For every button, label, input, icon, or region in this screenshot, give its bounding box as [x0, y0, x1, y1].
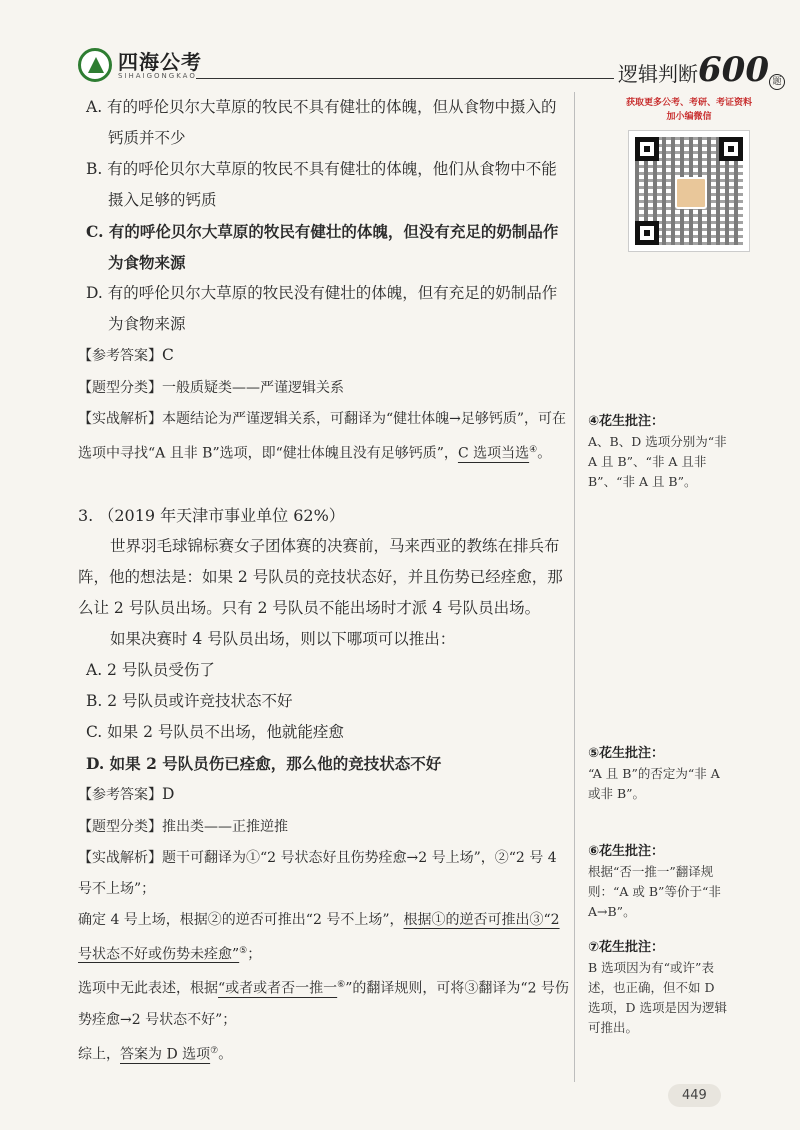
series-prefix: 逻辑判断	[618, 62, 698, 86]
header-rule	[196, 78, 614, 79]
qr-code-icon[interactable]	[628, 130, 750, 252]
q3-option-b: B. 2 号队员或许竞技状态不好	[86, 691, 293, 710]
q3-heading: 3. （2019 年天津市事业单位 62%）	[78, 505, 345, 525]
qr-avatar-icon	[675, 177, 707, 209]
q2-analysis: 【实战解析】本题结论为严谨逻辑关系，可翻译为“健壮体魄→足够钙质”，可在选项中寻找“A 且非 B”选项，即“健壮体魄且没有足够钙质”，C 选项当选④。	[78, 411, 567, 462]
q2-option-c: C. 有的呼伦贝尔大草原的牧民有健壮的体魄，但没有充足的奶制品作为食物来源	[86, 222, 559, 272]
note-4: ④花生批注： A、B、D 选项分别为“非 A 且 B”、“非 A 且非 B”、“非 A 且 B”。	[588, 414, 727, 489]
q3-analysis-1: 【实战解析】题干可翻译为①“2 号状态好且伤势痊愈→2 号上场”，②“2 号 4 号不上场”；	[78, 849, 557, 897]
q2-option-d: D. 有的呼伦贝尔大草原的牧民没有健壮的体魄，但有充足的奶制品作为食物来源	[86, 284, 558, 333]
qr-caption-1: 获取更多公考、考研、考证资料	[625, 98, 752, 108]
series-tag: 题	[769, 74, 785, 90]
q3-stem: 世界羽毛球锦标赛女子团体赛的决赛前，马来西亚的教练在排兵布阵，他的想法是：如果 2 号队员的竞技状态好，并且伤势已经痊愈，那么让 2 号队员出场。只有 2 号队员不能出场时才派 4 号队员出场。	[78, 536, 563, 617]
column-divider	[574, 92, 575, 1082]
q3-option-a: A. 2 号队员受伤了	[86, 660, 215, 679]
qr-caption-2: 加小编微信	[666, 112, 712, 122]
note-5: ⑤花生批注： “A 且 B”的否定为“非 A 或非 B”。	[588, 746, 720, 801]
logo-text: 四海公考	[118, 50, 202, 74]
q3-answer: 【参考答案】D	[78, 784, 175, 803]
series-number: 600	[698, 50, 769, 90]
logo-icon	[78, 48, 112, 82]
q3-type: 【题型分类】推出类——正推逆推	[78, 818, 288, 835]
page-header	[78, 44, 782, 90]
q2-answer: 【参考答案】C	[78, 346, 174, 364]
q3-analysis-4: 综上，答案为 D 选项⑦。	[78, 1045, 233, 1063]
note-7: ⑦花生批注： B 选项因为有“或许”表述，也正确，但不如 D 选项，D 选项是因为逻辑可推出。	[588, 940, 727, 1035]
q2-option-b: B. 有的呼伦贝尔大草原的牧民不具有健壮的体魄，他们从食物中不能摄入足够的钙质	[86, 160, 557, 209]
q3-analysis-2: 确定 4 号上场，根据②的逆否可推出“2 号不上场”，根据①的逆否可推出③“2 号状态不好或伤势未痊愈”⑤；	[78, 911, 560, 963]
qr-promo	[614, 96, 764, 252]
logo-subtitle: SIHAIGONGKAO	[118, 72, 197, 80]
main-column	[78, 92, 570, 1071]
q3-option-c: C. 如果 2 号队员不出场，他就能痊愈	[86, 722, 344, 741]
q2-option-a: A. 有的呼伦贝尔大草原的牧民不具有健壮的体魄，但从食物中摄入的钙质并不少	[86, 98, 557, 147]
note-6: ⑥花生批注： 根据“否一推一”翻译规则：“A 或 B”等价于“非 A→B”。	[588, 844, 721, 919]
page-number: 449	[668, 1084, 721, 1107]
q2-type: 【题型分类】一般质疑类——严谨逻辑关系	[78, 380, 344, 396]
q3-question: 如果决赛时 4 号队员出场，则以下哪项可以推出：	[110, 629, 456, 648]
series-title	[618, 50, 785, 90]
q3-option-d: D. 如果 2 号队员伤已痊愈，那么他的竞技状态不好	[86, 753, 442, 773]
q3-analysis-3: 选项中无此表述，根据“或者或者否一推一⑥”的翻译规则，可将③翻译为“2 号伤势痊愈→2 号状态不好”；	[78, 980, 569, 1028]
